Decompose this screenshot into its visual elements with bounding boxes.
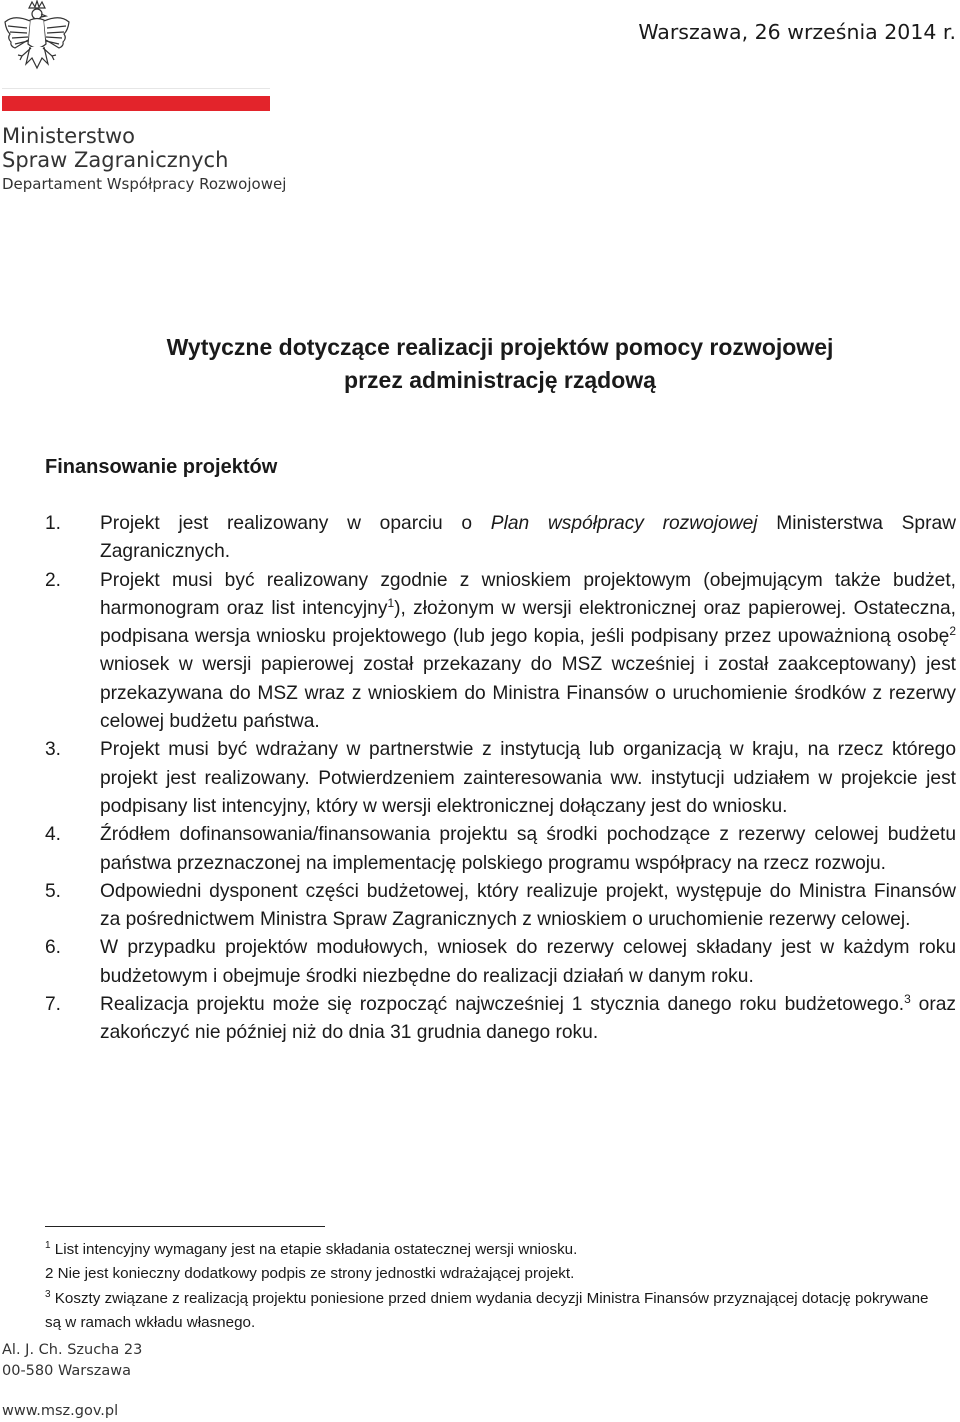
plan-title-italic: Plan współpracy rozwojowej	[490, 513, 758, 534]
numbered-list	[45, 510, 957, 1048]
section-heading: Finansowanie projektów	[45, 456, 278, 478]
footnote-ref: 2	[949, 624, 956, 639]
item-number: 1.	[45, 513, 62, 534]
item-number: 3.	[45, 739, 62, 761]
item-number: 4.	[45, 824, 62, 846]
website-link[interactable]: www.msz.gov.pl	[2, 1403, 119, 1419]
polish-eagle-emblem-icon	[2, 0, 72, 74]
footnotes	[45, 1238, 935, 1336]
list-item: 4. Źródłem dofinansowania/finansowania projektu są środki pochodzące z rezerwy celowej budżetu państwa przeznaczonej na implementację polskiego programu współpracy na rzecz rozwoju.	[100, 821, 956, 878]
item-number: 6.	[45, 937, 62, 959]
list-item: 1. Projekt jest realizowany w oparciu o Plan współpracy rozwojowej Ministerstwa Spraw Zagranicznych.	[100, 510, 956, 567]
footnote-mark: 1	[45, 1240, 51, 1251]
document-title-line1: Wytyczne dotyczące realizacji projektów pomocy rozwojowej	[166, 334, 834, 360]
list-item: 6. W przypadku projektów modułowych, wniosek do rezerwy celowej składany jest w każdym roku budżetowym i obejmuje środki niezbędne do realizacji działań w danym roku.	[100, 934, 956, 991]
flag-white-stripe	[2, 88, 270, 96]
item-number: 7.	[45, 994, 62, 1016]
footnote-mark: 3	[45, 1288, 51, 1300]
footnote: 2 Nie jest konieczny dodatkowy podpis ze strony jednostki wdrażającej projekt.	[45, 1265, 575, 1283]
address-street: Al. J. Ch. Szucha 23	[2, 1342, 143, 1358]
flag-red-stripe	[2, 96, 270, 111]
department-name: Departament Współpracy Rozwojowej	[2, 175, 287, 193]
list-item: 7. Realizacja projektu może się rozpocząć najwcześniej 1 stycznia danego roku budżetowego.$^3$ oraz zakończyć nie później niż do dnia 31 grudnia danego roku.	[45, 992, 956, 1044]
ministry-name-line2: Spraw Zagranicznych	[2, 148, 229, 172]
footnote-ref: 3	[904, 992, 911, 1007]
footnote: $^3$ Koszty związane z realizacją projektu poniesione przed dniem wydania decyzji Ministra Finansów przyznającej dotację pokrywane są w ramach wkładu własnego.	[45, 1288, 929, 1332]
footnote-ref: 1	[387, 595, 395, 610]
address-city: 00-580 Warszawa	[2, 1363, 132, 1379]
list-item: 3. Projekt musi być wdrażany w partnerstwie z instytucją lub organizacją w kraju, na rzecz którego projekt jest realizowany. Potwierdzeniem zainteresowania ww. instytucji udziałem w projekcie jest podpisany list intencyjny, który w wersji elektronicznej dołączany jest do wniosku.	[100, 736, 956, 821]
list-item: 2. Projekt musi być realizowany zgodnie z wnioskiem projektowym (obejmującym także budżet, harmonogram oraz list intencyjny$^1$), złożonym w wersji elektronicznej oraz papierowej. Ostateczna, podpisana wersja wniosku projektowego (lub jego kopia, jeśli podpisany przez upoważnioną osobę$^2$ wniosek w wersji papierowej został przekazany do MSZ wcześniej i został zaakceptowany) jest przekazywana do MSZ wraz z wnioskiem do Ministra Finansów o uruchomienie środków z rezerwy celowej budżetu państwa.	[100, 567, 956, 737]
list-item: 5. Odpowiedni dysponent części budżetowej, który realizuje projekt, występuje do Ministra Finansów za pośrednictwem Ministra Spraw Zagranicznych z wnioskiem o uruchomienie rezerwy celowej.	[100, 878, 956, 935]
footnote: $^1$ List intencyjny wymagany jest na etapie składania ostatecznej wersji wniosku.	[45, 1240, 578, 1258]
footnote-separator	[45, 1226, 325, 1227]
ministry-name-line1: Ministerstwo	[2, 124, 136, 148]
document-date: Warszawa, 26 września 2014 r.	[638, 20, 956, 44]
item-number: 5.	[45, 880, 62, 902]
flag-outline	[2, 88, 270, 89]
document-title-line2: przez administrację rządową	[344, 367, 656, 393]
item-number: 2.	[45, 569, 62, 591]
